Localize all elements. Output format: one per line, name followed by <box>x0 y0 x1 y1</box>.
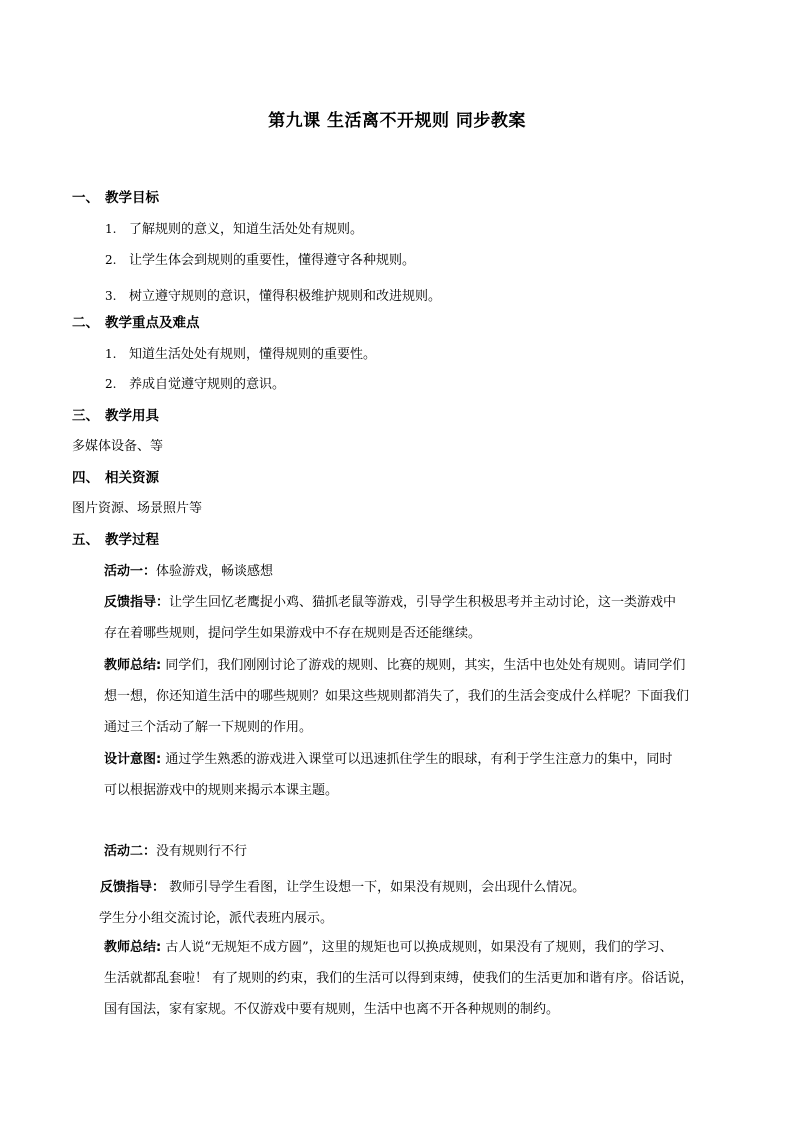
summary-label: 教师总结: <box>104 658 162 673</box>
section-title: 教学过程 <box>105 532 159 548</box>
section-title: 相关资源 <box>105 470 159 486</box>
design-intent-line: 设计意图: 通过学生熟悉的游戏进入课堂可以迅速抓住学生的眼球，有利于学生注意力的集中，同时 <box>104 752 673 767</box>
resources-text: 图片资源、场景照片等 <box>72 501 203 516</box>
section-number: 三、 <box>72 408 99 424</box>
activity-label: 活动二： <box>104 844 157 859</box>
objective-item: 2. 让学生体会到规则的重要性，懂得遵守各种规则。 <box>105 253 416 268</box>
page-title: 第九课 生活离不开规则 同步教案 <box>268 111 526 131</box>
teacher-summary-one-line: 通过三个活动了解一下规则的作用。 <box>104 720 313 735</box>
section-title: 教学重点及难点 <box>105 315 200 331</box>
teacher-summary-two-line: 教师总结: 古人说“无规矩不成方圆”，这里的规矩也可以换成规则，如果没有了规则，我们的学习、 <box>104 940 673 955</box>
section-number: 五、 <box>72 532 99 548</box>
summary-label: 教师总结: <box>104 940 162 955</box>
section-number: 四、 <box>72 470 99 486</box>
section-heading-key-points <box>72 311 200 331</box>
feedback-one-line: 反馈指导：让学生回忆老鹰捉小鸡、猫抓老鼠等游戏，引导学生积极思考并主动讨论，这一类游戏中 <box>104 595 677 610</box>
teacher-summary-two-line: 生活就都乱套啦！ 有了规则的约束，我们的生活可以得到束缚，使我们的生活更加和谐有序。俗话说， <box>104 971 694 986</box>
tools-text: 多媒体设备、等 <box>72 439 164 454</box>
section-heading-tools <box>72 404 159 424</box>
group-discussion-text: 学生分小组交流讨论，派代表班内展示。 <box>99 911 334 926</box>
feedback-one-line: 存在着哪些规则，提问学生如果游戏中不存在规则是否还能继续。 <box>104 626 482 641</box>
key-point-item: 2. 养成自觉遵守规则的意识。 <box>105 377 286 392</box>
section-title: 教学目标 <box>105 190 159 206</box>
activity-two: 活动二：没有规则行不行 <box>104 844 248 859</box>
teacher-summary-one-line: 教师总结: 同学们，我们刚刚讨论了游戏的规则、比赛的规则，其实，生活中也处处有规则。请同学们 <box>104 658 686 673</box>
design-intent-line: 可以根据游戏中的规则来揭示本课主题。 <box>104 783 339 798</box>
section-heading-process <box>72 528 159 548</box>
objective-item: 3. 树立遵守规则的意识，懂得积极维护规则和改进规则。 <box>105 289 442 304</box>
section-heading-resources <box>72 466 159 486</box>
feedback-two-line: 反馈指导： 教师引导学生看图，让学生设想一下，如果没有规则，会出现什么情况。 <box>100 880 586 895</box>
feedback-label: 反馈指导： <box>104 595 170 610</box>
section-number: 一、 <box>72 190 99 206</box>
activity-label: 活动一： <box>104 564 157 579</box>
section-heading-objectives <box>72 186 159 206</box>
teacher-summary-two-line: 国有国法，家有家规。不仅游戏中要有规则，生活中也离不开各种规则的制约。 <box>104 1002 560 1017</box>
section-title: 教学用具 <box>105 408 159 424</box>
objective-item: 1. 了解规则的意义，知道生活处处有规则。 <box>105 222 364 237</box>
key-point-item: 1. 知道生活处处有规则，懂得规则的重要性。 <box>105 347 377 362</box>
feedback-label: 反馈指导： <box>100 880 166 895</box>
teacher-summary-one-line: 想一想，你还知道生活中的哪些规则？如果这些规则都消失了，我们的生活会变成什么样呢？下面我们 <box>104 689 690 704</box>
section-number: 二、 <box>72 315 99 331</box>
design-intent-label: 设计意图: <box>104 752 162 767</box>
activity-one: 活动一：体验游戏，畅谈感想 <box>104 564 274 579</box>
